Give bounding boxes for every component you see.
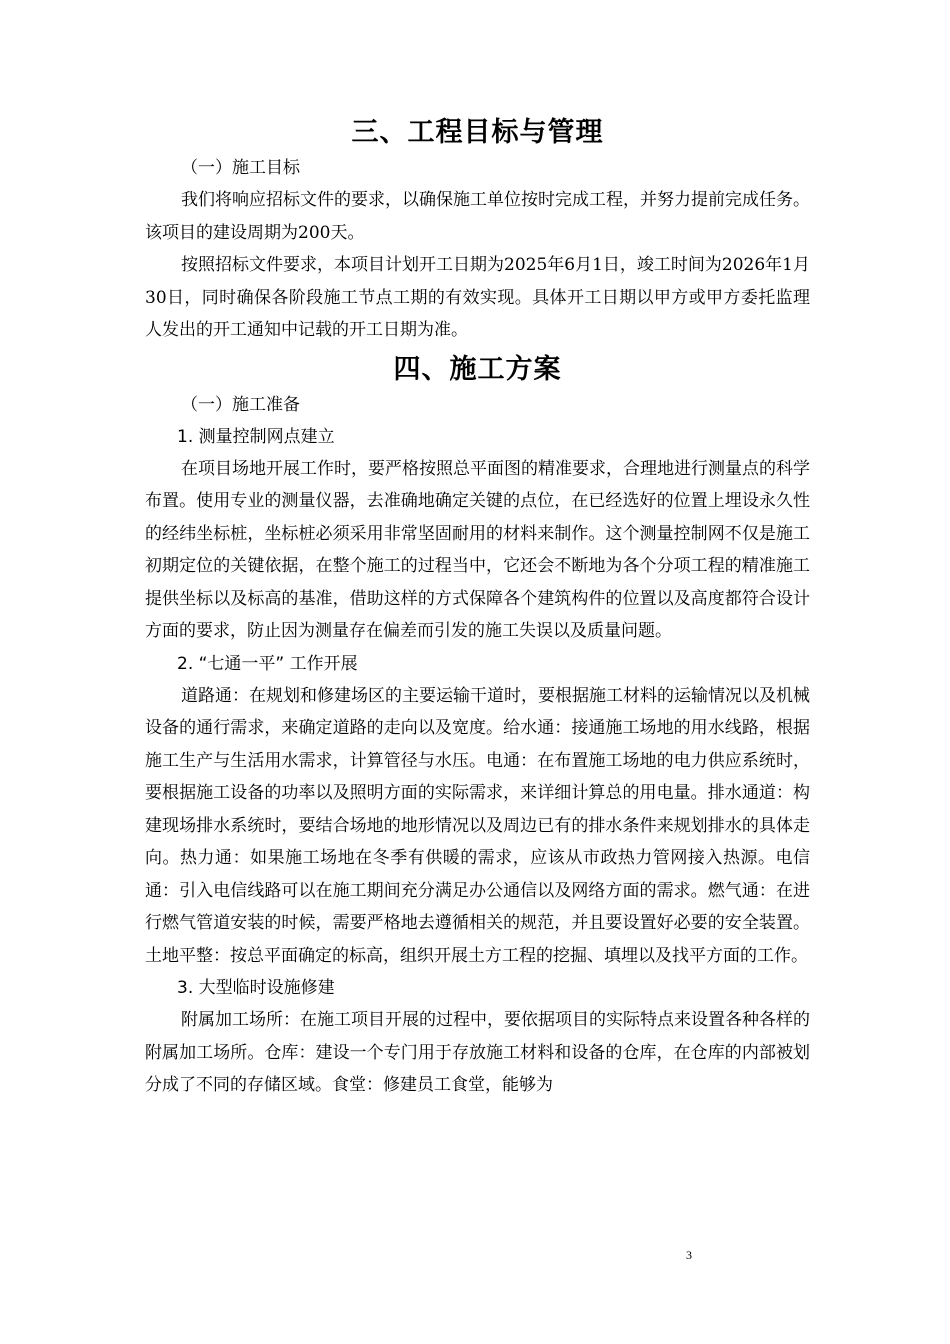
item-survey-control-title: 1. 测量控制网点建立 bbox=[177, 426, 335, 447]
item-seven-connections-title: 2. “七通一平” 工作开展 bbox=[177, 653, 358, 674]
paragraph-seven-connections: 道路通：在规划和修建场区的主要运输干道时，要根据施工材料的运输情况以及机械设备的通行需求，来确定道路的走向以及宽度。给水通：接通施工场地的用水线路，根据施工生产与生活用水需求，计算管径与水压。电通：在布置施工场地的电力供应系统时，要根据施工设备的功率以及照明方面的实际需求，来详细计算总的用电量。排水通道：构建现场排水系统时，要结合场地的地形情况以及周边已有的排水条件来规划排水的具体走向。热力通：如果施工场地在冬季有供暖的需求，应该从市政热力管网接入热源。电信通：引入电信线路可以在施工期间充分满足办公通信以及网络方面的需求。燃气通：在进行燃气管道安装的时候，需要严格地去遵循相关的规范，并且要设置好必要的安全装置。土地平整：按总平面确定的标高，组织开展土方工程的挖掘、填埋以及找平方面的工作。 bbox=[145, 685, 810, 966]
page-content bbox=[145, 114, 810, 1102]
section-4-title: 四、施工方案 bbox=[393, 353, 562, 385]
paragraph-schedule: 按照招标文件要求，本项目计划开工日期为2025年6月1日，竣工时间为2026年1月30日，同时确保各阶段施工节点工期的有效实现。具体开工日期以甲方或甲方委托监理人发出的开工通知中记载的开工日期为准。 bbox=[145, 255, 810, 340]
page-number: 3 bbox=[686, 1248, 692, 1262]
subsection-construction-goal: （一）施工目标 bbox=[181, 158, 300, 178]
paragraph-temporary-facilities: 附属加工场所：在施工项目开展的过程中，要依据项目的实际特点来设置各种各样的附属加工场所。仓库：建设一个专门用于存放施工材料和设备的仓库，在仓库的内部被划分成了不同的存储区域。食堂：修建员工食堂，能够为 bbox=[145, 1010, 810, 1095]
subsection-construction-prep: （一）施工准备 bbox=[181, 394, 300, 415]
paragraph-goal: 我们将响应招标文件的要求，以确保施工单位按时完成工程，并努力提前完成任务。该项目的建设周期为200天。 bbox=[145, 190, 810, 243]
paragraph-survey-control: 在项目场地开展工作时，要严格按照总平面图的精准要求，合理地进行测量点的科学布置。使用专业的测量仪器，去准确地确定关键的点位，在已经选好的位置上埋设永久性的经纬坐标桩，坐标桩必须采用非常坚固耐用的材料来制作。这个测量控制网不仅是施工初期定位的关键依据，在整个施工的过程当中，它还会不断地为各个分项工程的精准施工提供坐标以及标高的基准，借助这样的方式保障各个建筑构件的位置以及高度都符合设计方面的要求，防止因为测量存在偏差而引发的施工失误以及质量问题。 bbox=[145, 458, 810, 641]
section-3-title: 三、工程目标与管理 bbox=[351, 117, 604, 148]
item-temporary-facilities-title: 3. 大型临时设施修建 bbox=[177, 978, 335, 998]
